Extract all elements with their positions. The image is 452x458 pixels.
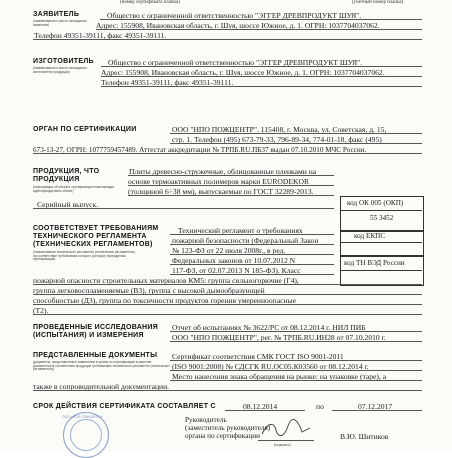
stamp-inner-ring xyxy=(70,419,102,451)
rule xyxy=(170,133,422,134)
applicant-line-1: Общество с ограниченной ответственностью "ЭГГЕР ДРЕВПРОДУКТ ШУЯ". xyxy=(107,11,362,20)
rule xyxy=(101,86,422,87)
rule xyxy=(101,76,422,77)
rule xyxy=(33,39,422,40)
cert-body-line-1: ООО "НПО ПОЖЦЕНТР". 115408, г. Москва, ул. Советская, д. 15, xyxy=(172,125,387,134)
header-note: (номер сертификата бланка) xyxy=(120,0,180,5)
rule xyxy=(332,410,422,411)
handwritten-signature xyxy=(258,418,314,440)
signer-role-1: Руководитель xyxy=(185,416,227,424)
okp-box-divider xyxy=(340,210,422,211)
tech-reg-line-1: Технический регламент о требованиях xyxy=(178,226,303,235)
tests-label-2: (ИСПЫТАНИЯ) И ИЗМЕРЕНИЯ xyxy=(33,332,144,339)
docs-line-4: также в сопроводительной документации. xyxy=(33,382,170,391)
applicant-line-3: Телефон 49351-39111, факс 49351-39111. xyxy=(34,31,167,40)
product-label-1: ПРОДУКЦИЯ, ЧТО xyxy=(33,168,100,175)
rule xyxy=(170,331,422,332)
cert-body-label: ОРГАН ПО СЕРТИФИКАЦИИ xyxy=(33,126,137,133)
product-line-3: (толщиной 6÷38 мм), выпускаемые по ГОСТ 32289-2013. xyxy=(128,187,314,196)
cert-body-line-3: 673-13-27, ОГРН: 1077759457489. Аттестат аккредитации № ТРПБ.RU.ПБ37 выдан 07.10.2010 МЧС России. xyxy=(33,146,367,154)
docs-sub: (документы, представленные заявителем в органе по сертификации в качестве доказательств соответствия продукции требованиям технического регламента (технических регламентов)) xyxy=(33,360,170,372)
rule xyxy=(170,360,422,361)
tests-line-1: Отчет об испытаниях № 3622/РС от 08.12.2014 г. НИЛ ПИБ xyxy=(172,323,366,332)
rule xyxy=(170,234,334,235)
manufacturer-label: ИЗГОТОВИТЕЛЬ xyxy=(33,58,94,65)
rule xyxy=(170,274,334,275)
tnved-code-label: код ТН ВЭД России xyxy=(344,259,405,267)
signer-role-2: (заместитель руководителя) xyxy=(185,424,271,432)
rule xyxy=(33,153,422,154)
tech-reg-full-4: (Т2). xyxy=(33,306,49,315)
applicant-sub: (наименование и место нахождения заявителя) xyxy=(33,19,87,27)
rule xyxy=(96,29,422,30)
tech-reg-full-2: группа легковоспламеняемые (В3), группа с высокой дымообразующей xyxy=(33,286,265,295)
official-stamp xyxy=(63,412,109,458)
okp-code-value: 55 3452 xyxy=(370,214,394,222)
product-line-1: Плиты древесно-стружечные, облицованные пленками на xyxy=(129,167,317,176)
product-serial: Серийный выпуск. xyxy=(37,200,99,209)
validity-label: СРОК ДЕЙСТВИЯ СЕРТИФИКАТА СОСТАВЛЯЕТ С xyxy=(33,403,216,410)
signature-caption: (подпись) xyxy=(274,442,291,447)
tech-reg-label-1: СООТВЕТСТВУЕТ ТРЕБОВАНИЯМ xyxy=(33,225,159,232)
okp-code-label: код ОК 005 (ОКП) xyxy=(347,199,404,207)
manufacturer-sub: (наименование и место нахождения изготовителя продукции) xyxy=(33,66,87,74)
rule xyxy=(170,143,422,144)
rule xyxy=(170,380,422,381)
rule xyxy=(128,185,334,186)
rule xyxy=(100,19,422,20)
signer-name: В.Ю. Шитиков xyxy=(340,432,389,441)
docs-line-2: (ISO 9001:2008) № СДСГК RU.ОС05.К03560 от 08.12.2014 г. xyxy=(172,362,369,371)
rule xyxy=(170,264,334,265)
validity-to-label: по xyxy=(316,402,324,411)
validity-from: 08.12.2014 xyxy=(243,402,278,411)
tech-reg-full-1: пожарной опасности строительных материалов КМ5: группа сильногорючие (Г4), xyxy=(33,276,299,285)
manufacturer-line-2: Адрес: 155908, Ивановская область, г. Шуя, шоссе Южное, д. 1. ОГРН: 1037704037062. xyxy=(101,68,385,77)
tech-reg-sub: (наименование технического регламента (технических регламентов), на соответствие требованиям которого (которых) проводилась сертификация) xyxy=(33,250,136,262)
rule xyxy=(33,284,422,285)
rule xyxy=(33,314,422,315)
rule xyxy=(258,440,314,441)
docs-label: ПРЕДСТАВЛЕННЫЕ ДОКУМЕНТЫ xyxy=(33,352,158,359)
tech-reg-line-5: 117-ФЗ, от 02.07.2013 N 185-ФЗ). Класс xyxy=(172,266,301,275)
rule xyxy=(170,244,334,245)
product-line-2: основе термоактивных полимеров марки EURODEKOR xyxy=(128,177,310,186)
rule xyxy=(128,175,334,176)
rule xyxy=(33,390,422,391)
rule xyxy=(170,254,334,255)
applicant-label: ЗАЯВИТЕЛЬ xyxy=(33,11,80,18)
rule xyxy=(33,208,334,209)
header-note-right: (учетный номер бланка) xyxy=(352,0,404,5)
product-label-2: ПРОДУКЦИЯ xyxy=(33,176,80,183)
validity-to: 07.12.2017 xyxy=(358,402,393,411)
ekps-code-label: код ЕКПС xyxy=(354,232,386,240)
tech-reg-line-3: № 123-ФЗ от 22 июля 2008г., в ред. xyxy=(172,246,286,255)
manufacturer-line-3: Телефон 49351-39111, факс 49351-39111. xyxy=(101,78,234,87)
applicant-line-2: Адрес: 155908, Ивановская область, г. Шуя, шоссе Южное, д. 1. ОГРН: 1037704037062. xyxy=(96,21,380,30)
manufacturer-line-1: Общество с ограниченной ответственностью "ЭГГЕР ДРЕВПРОДУКТ ШУЯ". xyxy=(108,58,363,67)
rule xyxy=(128,195,334,196)
rule xyxy=(170,341,422,342)
docs-line-1: Сертификат соответствия СМК ГОСТ ISO 9001-2011 xyxy=(172,352,344,361)
tests-label-1: ПРОВЕДЕННЫЕ ИССЛЕДОВАНИЯ xyxy=(33,324,159,331)
tests-line-2: ООО "НПО ПОЖЦЕНТР", рег. № ТРПБ.RU.ИН28 от 07.10.2010 г. xyxy=(172,333,386,342)
rule xyxy=(33,294,422,295)
rule xyxy=(225,410,305,411)
tech-reg-label-3: (ТЕХНИЧЕСКИХ РЕГЛАМЕНТОВ) xyxy=(33,241,153,248)
tnved-box-divider xyxy=(340,270,422,271)
rule xyxy=(101,66,422,67)
cert-body-line-2: стр. 1. Телефон (495) 673-79-33, 796-89-34, 774-01-18, факс (495) xyxy=(172,135,382,144)
tech-reg-line-2: пожарной безопасности (Федеральный Закон xyxy=(172,236,319,245)
signer-role-3: органа по сертификации xyxy=(185,432,260,440)
stamp-text: ООО «НПО ПОЖЦЕНТР» xyxy=(62,415,103,419)
rule xyxy=(170,370,422,371)
rule xyxy=(33,304,422,305)
tech-reg-label-2: ТЕХНИЧЕСКОГО РЕГЛАМЕНТА xyxy=(33,233,147,240)
ekps-box-divider xyxy=(340,242,422,243)
tech-reg-full-3: способностью (Д3), группа по токсичности продуктов горения умеренноопасные xyxy=(33,296,296,305)
product-sub: (информация об объекте сертификации позволяющая идентифицировать объект) xyxy=(33,185,114,193)
docs-line-3: Место нанесения знака обращения на рынке: на упаковке (таре), а xyxy=(172,372,387,381)
tech-reg-line-4: Федеральных законов от 10.07.2012 N xyxy=(172,256,296,265)
